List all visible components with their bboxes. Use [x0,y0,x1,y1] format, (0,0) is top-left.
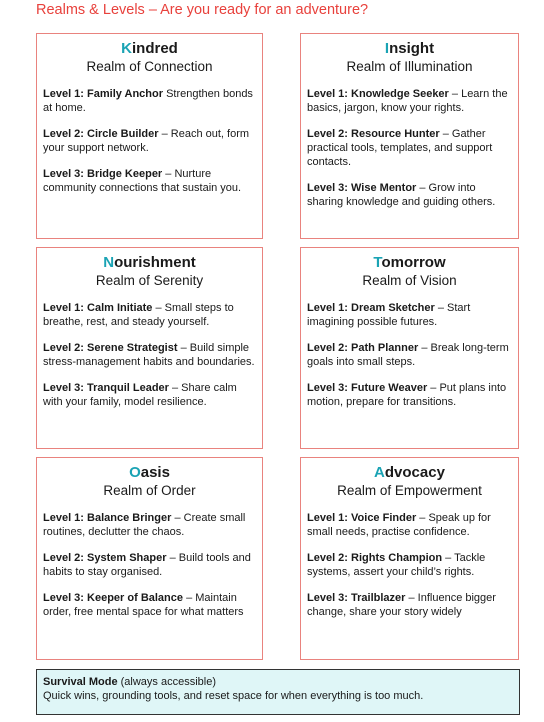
level-item [43,341,256,369]
level-item [43,301,256,329]
realm-card-kindred [36,33,263,239]
level-label: Level 1: Balance Bringer [43,512,172,524]
level-label: Level 1: Calm Initiate [43,302,153,314]
card-realm: Realm of Illumination [346,59,473,74]
level-label: Level 3: Future Weaver [307,382,428,394]
level-item [43,381,256,409]
card-name [307,40,512,58]
level-text: – Share calm with your family, model resilience. [43,382,237,408]
level-item [307,511,512,539]
level-item [307,341,512,369]
card-name [307,254,512,272]
level-text: – Gather practical tools, templates, and support contacts. [307,128,493,168]
card-name [43,254,256,272]
level-label: Level 1: Voice Finder [307,512,417,524]
page-title: Realms & Levels – Are you ready for an adventure? [36,2,369,18]
card-name-rest: omorrow [381,254,446,271]
level-text: – Influence bigger change, share your story widely [307,592,496,618]
card-name [43,40,256,58]
level-label: Level 3: Keeper of Balance [43,592,184,604]
card-initial: N [103,254,115,271]
card-name-rest: nsight [389,40,435,57]
level-text: – Reach out, form your support network. [43,128,250,154]
level-text: Strengthen bonds at home. [43,88,253,114]
level-label: Level 1: Knowledge Seeker [307,88,449,100]
realm-card-oasis [36,457,263,660]
card-name [43,464,256,482]
level-label: Level 1: Family Anchor [43,88,164,100]
level-text: – Build tools and habits to stay organised. [43,552,251,578]
card-name-rest: dvocacy [384,464,445,481]
level-label: Level 2: Path Planner [307,342,419,354]
level-item [307,551,512,579]
card-realm: Realm of Order [103,483,196,498]
card-realm: Realm of Serenity [95,273,204,288]
card-name-rest: ourishment [114,254,196,271]
level-item [307,87,512,115]
level-text: – Start imagining possible futures. [307,302,471,328]
level-text: – Speak up for small needs, practise confidence. [307,512,491,538]
survival-mode-box [36,669,520,715]
level-item [43,87,256,115]
realm-card-nourishment [36,247,263,449]
level-item [307,301,512,329]
level-item [43,551,256,579]
level-label: Level 2: Serene Strategist [43,342,178,354]
level-label: Level 3: Tranquil Leader [43,382,169,394]
card-initial: O [129,464,141,481]
level-label: Level 3: Trailblazer [307,592,406,604]
level-label: Level 2: System Shaper [43,552,167,564]
level-label: Level 2: Rights Champion [307,552,443,564]
level-text: – Create small routines, declutter the chaos. [43,512,246,538]
level-text: – Learn the basics, jargon, know your rights. [307,88,508,114]
level-item [307,127,512,169]
level-item [43,511,256,539]
card-initial: T [373,254,382,271]
survival-label: Survival Mode [43,676,118,688]
card-name-rest: asis [140,464,170,481]
card-initial: A [374,464,385,481]
realm-card-insight [300,33,519,239]
level-text: – Grow into sharing knowledge and guiding others. [307,182,496,208]
realm-card-tomorrow [300,247,519,449]
card-realm: Realm of Empowerment [337,483,482,498]
level-label: Level 1: Dream Sketcher [307,302,435,314]
level-label: Level 3: Bridge Keeper [43,168,163,180]
realm-card-advocacy [300,457,519,660]
level-label: Level 3: Wise Mentor [307,182,417,194]
level-text: – Nurture community connections that sustain you. [43,168,242,194]
level-text: – Put plans into motion, prepare for transitions. [307,382,507,408]
card-realm: Realm of Connection [86,59,213,74]
level-item [307,591,512,619]
level-label: Level 2: Resource Hunter [307,128,440,140]
survival-note: (always accessible) [117,676,216,688]
level-item [43,167,256,195]
level-text: – Maintain order, free mental space for what matters [43,592,244,618]
level-item [43,127,256,155]
card-initial: I [384,40,390,57]
level-text: – Build simple stress-management habits and boundaries. [43,342,255,368]
level-text: – Tackle systems, assert your child’s rights. [307,552,486,578]
card-initial: K [121,40,132,57]
level-item [307,381,512,409]
card-realm: Realm of Vision [362,273,457,288]
level-item [43,591,256,619]
level-label: Level 2: Circle Builder [43,128,159,140]
survival-heading [43,675,513,689]
survival-text: Quick wins, grounding tools, and reset space for when everything is too much. [43,690,424,702]
level-item [307,181,512,209]
card-name-rest: indred [132,40,178,57]
level-text: – Small steps to breathe, rest, and steady yourself. [43,302,234,328]
card-name [307,464,512,482]
level-text: – Break long-term goals into small steps. [307,342,509,368]
